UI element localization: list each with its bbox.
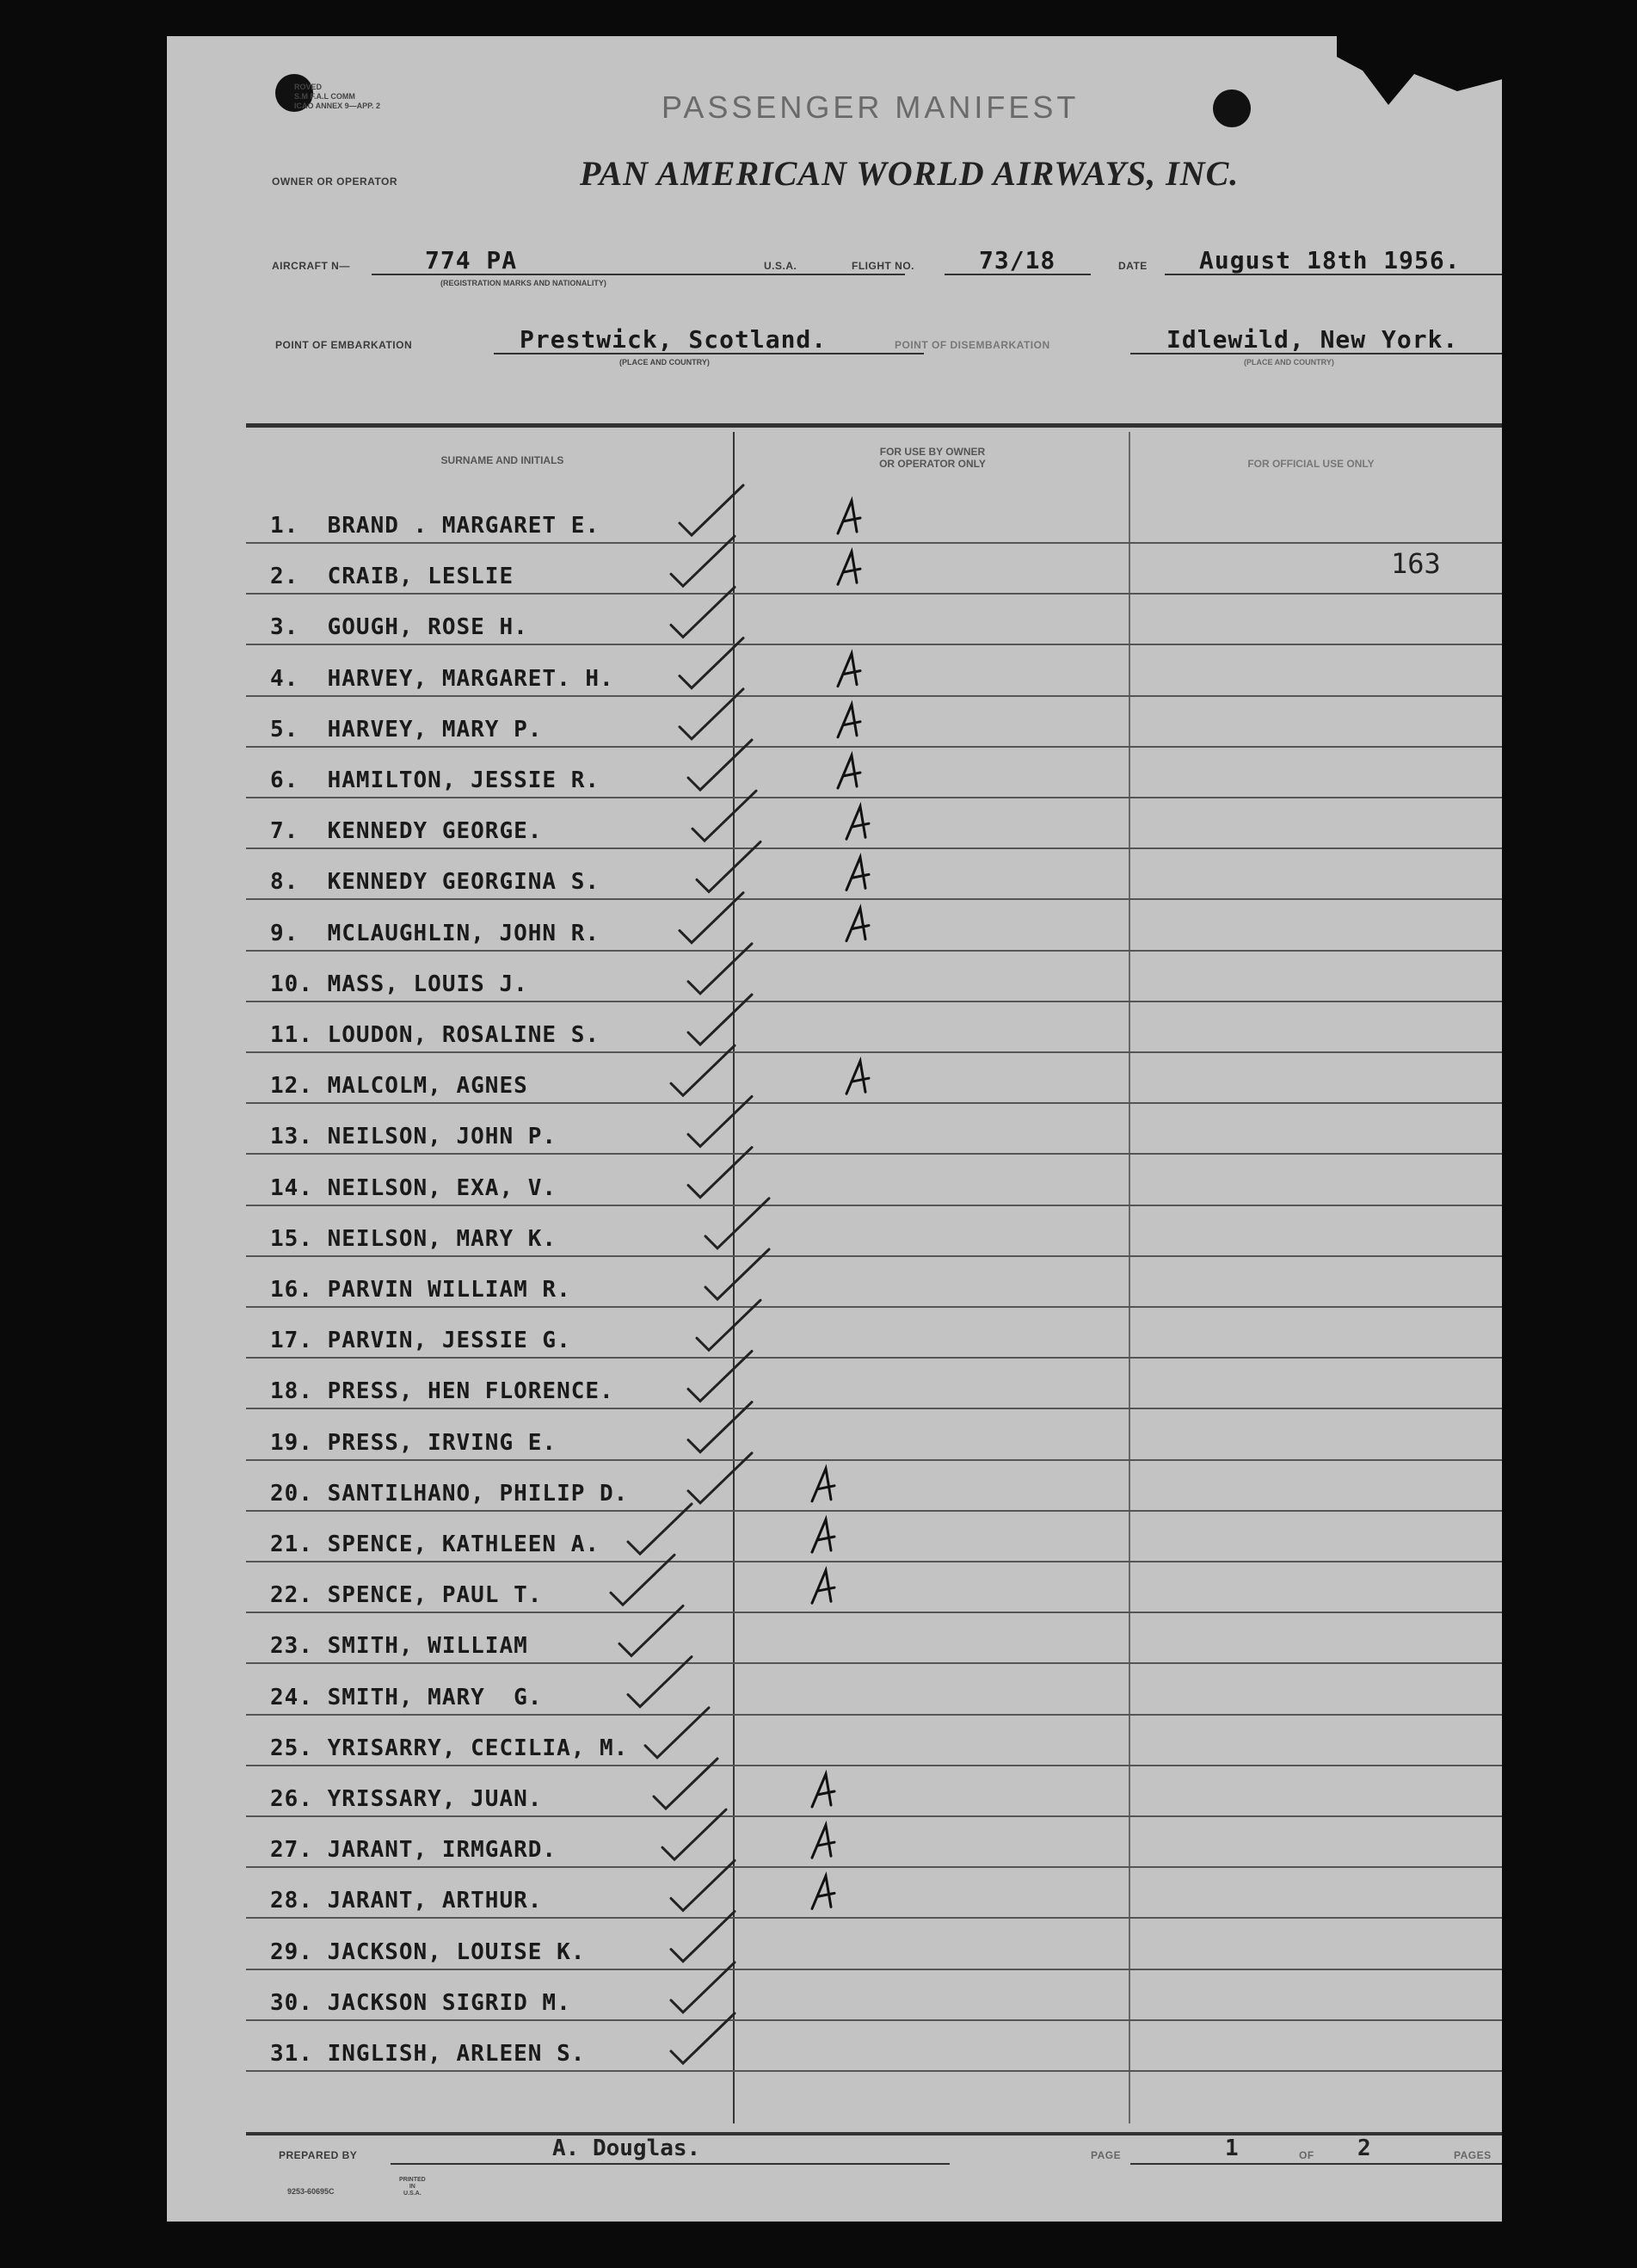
- disembark-sublabel: (PLACE AND COUNTRY): [1244, 358, 1334, 367]
- passenger-row: 14. NEILSON, EXA, V.: [270, 1174, 557, 1201]
- passenger-row: 8. KENNEDY GEORGINA S.: [270, 869, 600, 896]
- passenger-row: 21. SPENCE, KATHLEEN A.: [270, 1532, 600, 1557]
- row-rule: [246, 1765, 1502, 1766]
- passenger-row: 27. JARANT, IRMGARD.: [270, 1837, 557, 1864]
- passenger-row: 19. PRESS, IRVING E.: [270, 1429, 557, 1456]
- passenger-row: 2. CRAIB, LESLIE: [270, 564, 514, 590]
- embark-label: POINT OF EMBARKATION: [275, 339, 413, 351]
- of-label: OF: [1299, 2149, 1314, 2161]
- row-rule: [246, 1561, 1502, 1562]
- passenger-row: 23. SMITH, WILLIAM: [270, 1633, 528, 1660]
- passenger-row: 7. KENNEDY GEORGE.: [270, 818, 543, 845]
- column-header-official: FOR OFFICIAL USE ONLY: [1247, 458, 1375, 470]
- date-label: DATE: [1118, 260, 1148, 272]
- passenger-row: 28. JARANT, ARTHUR.: [270, 1888, 543, 1914]
- row-rule: [246, 1612, 1502, 1613]
- prepared-label: PREPARED BY: [279, 2149, 358, 2161]
- row-rule: [246, 1408, 1502, 1409]
- row-rule: [246, 593, 1502, 595]
- row-rule: [246, 950, 1502, 952]
- passenger-row: 29. JACKSON, LOUISE K.: [270, 1938, 586, 1965]
- handwritten-a-mark: [812, 1469, 834, 1501]
- passenger-row: 24. SMITH, MARY G.: [270, 1684, 543, 1710]
- passenger-row: 25. YRISARRY, CECILIA, M.: [270, 1735, 629, 1761]
- passenger-row: 5. HARVEY, MARY P.: [270, 716, 543, 743]
- handwritten-a-mark: [846, 1061, 869, 1094]
- handwritten-a-mark: [812, 1774, 834, 1807]
- row-rule: [246, 797, 1502, 798]
- row-rule: [246, 1510, 1502, 1512]
- row-rule: [246, 847, 1502, 849]
- aircraft-sublabel: (REGISTRATION MARKS AND NATIONALITY): [440, 279, 606, 287]
- passenger-row: 31. INGLISH, ARLEEN S.: [270, 2041, 586, 2067]
- handwritten-a-mark: [812, 1570, 834, 1603]
- passenger-row: 10. MASS, LOUIS J.: [270, 971, 528, 997]
- column-header-owner-use: FOR USE BY OWNER OR OPERATOR ONLY: [879, 446, 986, 470]
- pages-label: PAGES: [1454, 2149, 1492, 2161]
- row-rule: [246, 695, 1502, 697]
- passenger-row: 13. NEILSON, JOHN P.: [270, 1124, 557, 1150]
- handwritten-a-mark: [838, 552, 860, 584]
- passenger-row: 15. NEILSON, MARY K.: [270, 1225, 557, 1252]
- passenger-row: 18. PRESS, HEN FLORENCE.: [270, 1378, 614, 1405]
- passenger-row: 17. PARVIN, JESSIE G.: [270, 1328, 571, 1354]
- page-label: PAGE: [1091, 2149, 1122, 2161]
- row-rule: [246, 2019, 1502, 2021]
- disembark-value: Idlewild, New York.: [1166, 325, 1459, 354]
- row-rule: [246, 1153, 1502, 1155]
- prepared-by: A. Douglas.: [552, 2135, 701, 2161]
- row-rule: [246, 1815, 1502, 1817]
- handwritten-a-mark: [838, 755, 860, 788]
- page-total: 2: [1357, 2135, 1371, 2161]
- handwritten-a-mark: [846, 857, 869, 890]
- printed-in-usa: PRINTED IN U.S.A.: [399, 2177, 426, 2197]
- handwritten-a-mark: [812, 1825, 834, 1858]
- column-header-surname: SURNAME AND INITIALS: [440, 454, 564, 466]
- aircraft-label: AIRCRAFT N—: [272, 260, 350, 272]
- flight-date: August 18th 1956.: [1199, 246, 1461, 274]
- table-bottom-rule: [246, 2132, 1502, 2135]
- row-rule: [246, 542, 1502, 544]
- passenger-row: 3. GOUGH, ROSE H.: [270, 614, 528, 641]
- punch-hole-right: [1213, 89, 1251, 127]
- handwritten-a-mark: [838, 501, 860, 533]
- table-top-rule: [246, 423, 1502, 428]
- aircraft-value: 774 PA: [425, 246, 518, 274]
- row-rule: [246, 1969, 1502, 1970]
- row-rule: [246, 1917, 1502, 1919]
- passenger-row: 22. SPENCE, PAUL T.: [270, 1582, 543, 1609]
- handwritten-a-mark: [838, 654, 860, 687]
- passenger-row: 1. BRAND . MARGARET E.: [270, 513, 600, 539]
- owner-label: OWNER OR OPERATOR: [272, 176, 398, 188]
- flight-label: FLIGHT NO.: [852, 260, 914, 272]
- row-rule: [246, 1051, 1502, 1053]
- row-rule: [246, 644, 1502, 645]
- handwritten-a-mark: [846, 909, 869, 941]
- passenger-row: 12. MALCOLM, AGNES: [270, 1073, 528, 1100]
- passenger-row: 16. PARVIN WILLIAM R.: [270, 1277, 571, 1303]
- row-rule: [246, 1102, 1502, 1104]
- disembark-label: POINT OF DISEMBARKATION: [895, 339, 1050, 351]
- row-rule: [246, 1357, 1502, 1359]
- row-rule: [246, 1459, 1502, 1461]
- flight-number: 73/18: [979, 246, 1056, 274]
- row-rule: [246, 1866, 1502, 1868]
- passenger-row: 9. MCLAUGHLIN, JOHN R.: [270, 920, 600, 946]
- handwritten-a-mark: [812, 1519, 834, 1552]
- passenger-row: 11. LOUDON, ROSALINE S.: [270, 1022, 600, 1048]
- handwritten-a-mark: [838, 705, 860, 737]
- manifest-sheet: [167, 36, 1502, 2222]
- row-rule: [246, 1714, 1502, 1716]
- operator-name: PAN AMERICAN WORLD AIRWAYS, INC.: [580, 154, 1240, 193]
- passenger-row: 30. JACKSON SIGRID M.: [270, 1989, 571, 2016]
- embark-sublabel: (PLACE AND COUNTRY): [619, 358, 710, 367]
- column-divider-1: [733, 432, 735, 2123]
- passenger-row: 6. HAMILTON, JESSIE R.: [270, 767, 600, 793]
- row-rule: [246, 898, 1502, 900]
- manifest-title: PASSENGER MANIFEST: [662, 89, 1080, 125]
- approval-stamp: ROVED S.M F.A.L COMM ICAO ANNEX 9—APP. 2: [294, 83, 381, 110]
- passenger-row: 4. HARVEY, MARGARET. H.: [270, 665, 614, 692]
- row-rule: [246, 1001, 1502, 1002]
- handwritten-a-mark: [846, 806, 869, 839]
- handwritten-a-mark: [812, 1876, 834, 1908]
- form-number: 9253-60695C: [287, 2187, 335, 2196]
- passenger-row: 20. SANTILHANO, PHILIP D.: [270, 1480, 629, 1507]
- usa-label: U.S.A.: [764, 260, 797, 272]
- column-divider-2: [1129, 432, 1130, 2123]
- page-number: 1: [1225, 2135, 1239, 2161]
- torn-corner: [1337, 36, 1509, 105]
- row-rule: [246, 1306, 1502, 1308]
- row-rule: [246, 1205, 1502, 1206]
- row-rule: [246, 1255, 1502, 1257]
- embark-value: Prestwick, Scotland.: [520, 325, 828, 354]
- row-rule: [246, 746, 1502, 748]
- official-use-number: 163: [1391, 547, 1441, 580]
- passenger-row: 26. YRISSARY, JUAN.: [270, 1786, 543, 1812]
- row-rule: [246, 1662, 1502, 1664]
- row-rule: [246, 2070, 1502, 2072]
